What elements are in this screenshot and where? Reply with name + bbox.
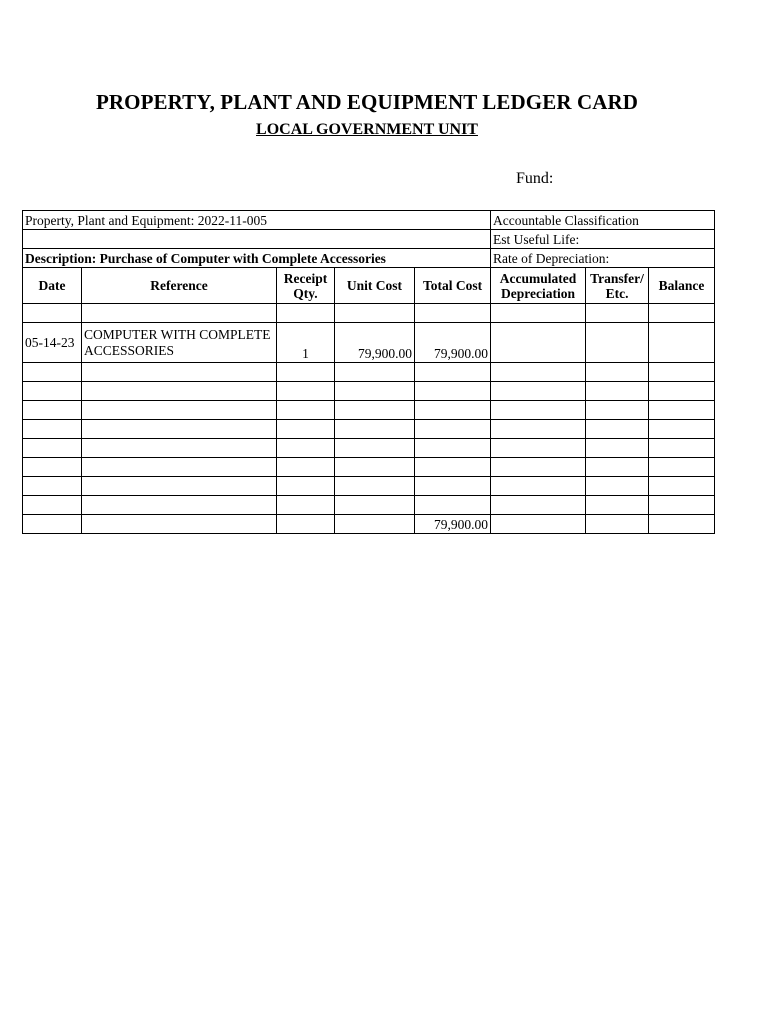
table-cell [277,401,335,420]
entry-total-cost: 79,900.00 [415,323,491,363]
column-header-row [23,268,715,304]
table-cell [23,515,82,534]
info-row-ppe [23,211,715,230]
table-cell [649,458,715,477]
table-cell [415,420,491,439]
table-row-blank [23,439,715,458]
table-row-blank [23,496,715,515]
table-row-blank [23,401,715,420]
table-cell [82,458,277,477]
table-cell [335,382,415,401]
total-cost-sum: 79,900.00 [415,515,491,534]
page-subtitle: LOCAL GOVERNMENT UNIT [256,121,478,138]
table-cell [277,382,335,401]
table-row-blank [23,458,715,477]
table-cell [335,304,415,323]
table-cell [335,515,415,534]
table-cell [649,420,715,439]
col-header-reference: Reference [82,268,277,304]
col-header-transfer [586,268,649,304]
fund-label: Fund: [516,170,554,187]
col-header-date: Date [23,268,82,304]
table-cell [277,496,335,515]
table-cell [586,382,649,401]
ledger-table [22,210,715,534]
entry-accumulated-depreciation [491,323,586,363]
table-cell [491,439,586,458]
table-cell [23,496,82,515]
table-row-blank [23,420,715,439]
entry-transfer [586,323,649,363]
table-cell [277,304,335,323]
table-cell [82,363,277,382]
table-cell [82,439,277,458]
table-cell [415,401,491,420]
col-header-transfer-line1: Transfer/ [590,270,644,286]
table-cell [586,439,649,458]
table-cell [82,496,277,515]
table-cell [23,458,82,477]
description: Description: Purchase of Computer with Complete Accessories [23,249,491,268]
table-cell [491,382,586,401]
table-cell [586,496,649,515]
entry-reference-line2: ACCESSORIES [84,342,175,358]
table-cell [82,382,277,401]
table-cell [277,420,335,439]
table-cell [586,477,649,496]
table-cell [82,515,277,534]
table-cell [277,363,335,382]
info-blank-cell [23,230,491,249]
table-cell [586,458,649,477]
info-row-description [23,249,715,268]
table-row-blank [23,304,715,323]
table-cell [649,401,715,420]
table-cell [335,458,415,477]
table-row-entry [23,323,715,363]
table-cell [23,420,82,439]
table-cell [415,477,491,496]
table-cell [586,420,649,439]
col-header-accumulated-depreciation [491,268,586,304]
table-cell [415,382,491,401]
table-cell [649,439,715,458]
table-cell [491,420,586,439]
table-cell [277,458,335,477]
table-cell [23,304,82,323]
info-row-useful-life [23,230,715,249]
table-cell [415,439,491,458]
table-cell [335,477,415,496]
table-cell [335,439,415,458]
entry-reference-line1: COMPUTER WITH COMPLETE [84,326,271,342]
col-header-transfer-line2: Etc. [605,285,629,301]
table-cell [277,515,335,534]
table-cell [23,363,82,382]
est-useful-life: Est Useful Life: [491,230,715,249]
table-cell [82,477,277,496]
table-cell [491,477,586,496]
table-cell [491,304,586,323]
table-cell [335,363,415,382]
table-cell [649,496,715,515]
table-cell [491,401,586,420]
table-cell [415,363,491,382]
col-header-receipt-qty [277,268,335,304]
table-cell [649,304,715,323]
table-cell [491,515,586,534]
table-cell [335,401,415,420]
entry-unit-cost: 79,900.00 [335,323,415,363]
col-header-receipt-qty-line2: Qty. [293,285,318,301]
entry-balance [649,323,715,363]
page-title: PROPERTY, PLANT AND EQUIPMENT LEDGER CARD [95,90,639,114]
col-header-unit-cost: Unit Cost [335,268,415,304]
table-cell [649,363,715,382]
table-cell [82,304,277,323]
table-cell [23,439,82,458]
table-cell [649,477,715,496]
table-row-blank [23,382,715,401]
table-cell [415,458,491,477]
ppe-number: Property, Plant and Equipment: 2022-11-005 [23,211,491,230]
col-header-accum-line2: Depreciation [501,285,576,301]
table-cell [586,363,649,382]
table-cell [23,382,82,401]
table-cell [277,477,335,496]
col-header-receipt-qty-line1: Receipt [283,270,328,286]
entry-qty: 1 [277,323,335,363]
table-row-blank [23,363,715,382]
col-header-total-cost: Total Cost [415,268,491,304]
table-cell [82,420,277,439]
table-cell [491,363,586,382]
table-cell [82,401,277,420]
col-header-balance: Balance [649,268,715,304]
table-cell [491,458,586,477]
accountable-classification: Accountable Classification [491,211,715,230]
table-cell [649,382,715,401]
col-header-accum-line1: Accumulated [499,270,577,286]
entry-reference [82,323,277,363]
table-cell [649,515,715,534]
rate-of-depreciation: Rate of Depreciation: [491,249,715,268]
table-cell [586,401,649,420]
table-cell [277,439,335,458]
table-cell [23,401,82,420]
table-cell [415,304,491,323]
table-cell [23,477,82,496]
table-cell [586,515,649,534]
table-cell [335,496,415,515]
table-cell [586,304,649,323]
table-cell [335,420,415,439]
table-row-total [23,515,715,534]
table-cell [415,496,491,515]
entry-date: 05-14-23 [23,323,82,363]
table-cell [491,496,586,515]
table-row-blank [23,477,715,496]
